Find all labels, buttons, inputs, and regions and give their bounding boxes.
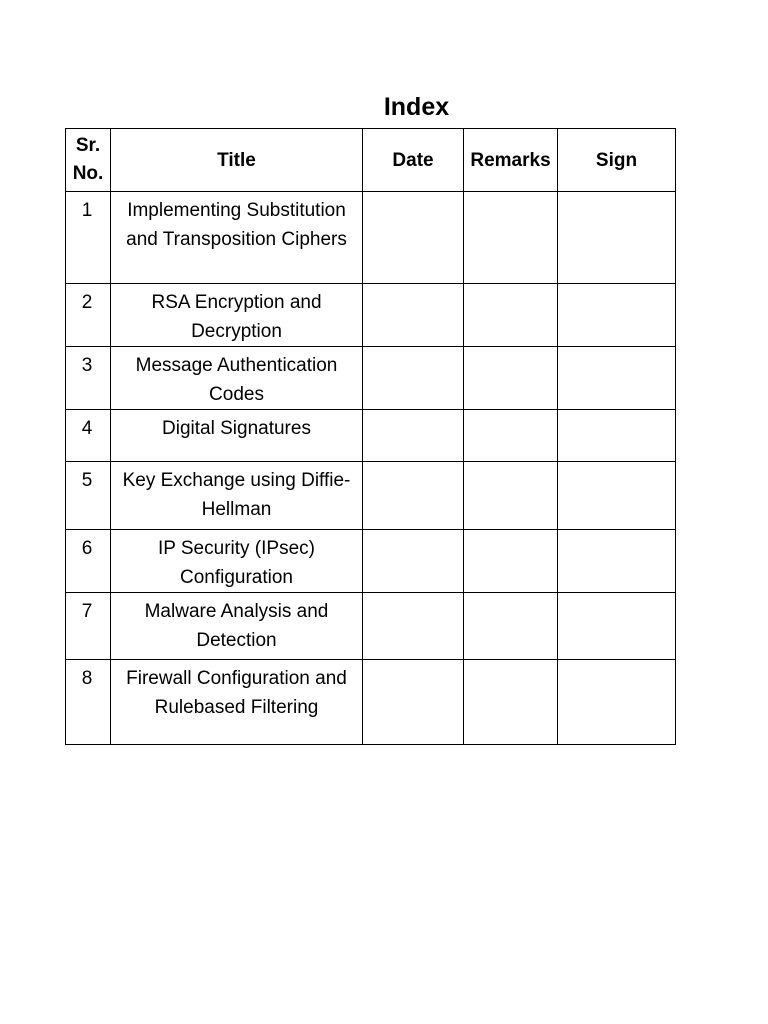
table-row <box>66 660 676 745</box>
row-number: 3 <box>66 347 111 410</box>
row-title: Key Exchange using Diffie-Hellman <box>111 462 363 530</box>
header-sr-no <box>66 129 111 192</box>
row-remarks <box>464 593 558 660</box>
row-date <box>363 410 464 462</box>
header-sr-line2: No. <box>72 163 104 184</box>
row-number: 5 <box>66 462 111 530</box>
row-remarks <box>464 530 558 593</box>
row-number: 1 <box>66 192 111 284</box>
row-title: IP Security (IPsec) Configuration <box>111 530 363 593</box>
table-row <box>66 530 676 593</box>
table-row <box>66 593 676 660</box>
row-title: Message Authentication Codes <box>111 347 363 410</box>
row-remarks <box>464 347 558 410</box>
row-number: 4 <box>66 410 111 462</box>
row-title: Implementing Substitution and Transposition Ciphers <box>111 192 363 284</box>
row-remarks <box>464 284 558 347</box>
row-date <box>363 347 464 410</box>
header-sign: Sign <box>558 129 676 192</box>
row-remarks <box>464 660 558 745</box>
row-remarks <box>464 462 558 530</box>
row-sign <box>558 660 676 745</box>
header-row <box>66 129 676 192</box>
index-table <box>65 128 676 745</box>
row-number: 8 <box>66 660 111 745</box>
header-date: Date <box>363 129 464 192</box>
row-sign <box>558 284 676 347</box>
row-title: Digital Signatures <box>111 410 363 462</box>
table-row <box>66 410 676 462</box>
header-title: Title <box>111 129 363 192</box>
row-date <box>363 593 464 660</box>
row-sign <box>558 192 676 284</box>
row-sign <box>558 410 676 462</box>
row-date <box>363 660 464 745</box>
row-remarks <box>464 410 558 462</box>
table-row <box>66 347 676 410</box>
table-row <box>66 462 676 530</box>
row-number: 6 <box>66 530 111 593</box>
row-date <box>363 462 464 530</box>
row-date <box>363 530 464 593</box>
row-date <box>363 284 464 347</box>
header-sr-line1: Sr. <box>75 135 101 156</box>
row-number: 7 <box>66 593 111 660</box>
row-number: 2 <box>66 284 111 347</box>
row-sign <box>558 530 676 593</box>
row-sign <box>558 462 676 530</box>
row-date <box>363 192 464 284</box>
row-title: Malware Analysis and Detection <box>111 593 363 660</box>
row-sign <box>558 593 676 660</box>
row-remarks <box>464 192 558 284</box>
header-remarks: Remarks <box>464 129 558 192</box>
table-row <box>66 284 676 347</box>
row-title: RSA Encryption and Decryption <box>111 284 363 347</box>
table-row <box>66 192 676 284</box>
row-title: Firewall Configuration and Rulebased Filtering <box>111 660 363 745</box>
page-title: Index <box>383 93 450 121</box>
row-sign <box>558 347 676 410</box>
